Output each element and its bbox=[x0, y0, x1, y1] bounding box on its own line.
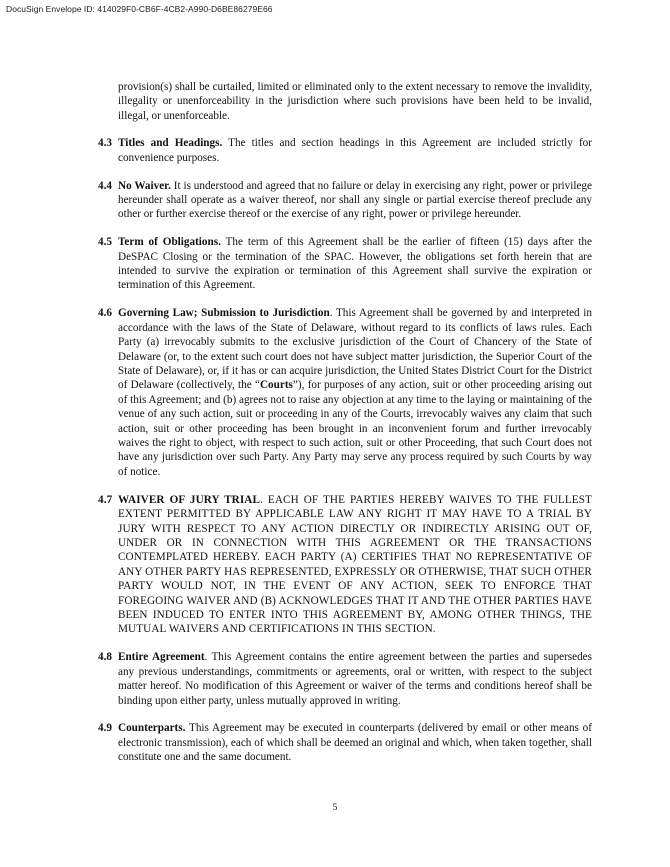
page-number: 5 bbox=[332, 803, 338, 813]
defined-term-courts: Courts bbox=[259, 379, 293, 392]
section-number: 4.3 bbox=[98, 137, 112, 150]
section-number: 4.4 bbox=[98, 179, 112, 192]
section-title: No Waiver. bbox=[118, 179, 171, 192]
section-number: 4.8 bbox=[98, 651, 112, 664]
section-title: Counterparts. bbox=[118, 722, 186, 735]
section-number: 4.9 bbox=[98, 722, 112, 735]
section-title: Governing Law; Submission to Jurisdiction bbox=[118, 307, 330, 320]
section-body: The titles and section headings in this Agreement are included strictly for convenience purposes. bbox=[118, 137, 593, 164]
section-title: Entire Agreement bbox=[118, 651, 205, 664]
section-body: . EACH OF THE PARTIES HEREBY WAIVES TO THE FULLEST EXTENT PERMITTED BY APPLICABLE LAW ANY RIGHT IT MAY HAVE TO A TRIAL BY JURY WITH RESPECT TO ANY ACTION DIRECTLY OR INDIRECTLY ARISING OUT OF, UNDER OR IN CONNECTION WITH THIS AGREEMENT OR THE TRANSACTIONS CONTEMPLATED HEREBY. EACH PARTY (A) CERTIFIES THAT NO REPRESENTATIVE OF ANY OTHER PARTY HAS REPRESENTED, EXPRESSLY OR OTHERWISE, THAT SUCH OTHER PARTY WOULD NOT, IN THE EVENT OF ANY ACTION, SEEK TO ENFORCE THAT FOREGOING WAIVER AND (B) ACKNOWLEDGES THAT IT AND THE OTHER PARTIES HAVE BEEN INDUCED TO ENTER INTO THIS AGREEMENT BY, AMONG OTHER THINGS, THE MUTUAL WAIVERS AND CERTIFICATIONS IN THIS SECTION. bbox=[118, 493, 592, 636]
section-title: Term of Obligations. bbox=[118, 236, 221, 249]
section-body-continued: ”), for purposes of any action, suit or other proceeding arising out of this Agreement; and (b) agrees not to raise any objection at any time to the laying or maintaining of the venue of any such action, suit or proceeding in any of the Courts, irrevocably waives any claim that such action, suit or other proceeding has been brought in an inconvenient forum and further irrevocably waives the right to object, with respect to such action, suit or other Proceeding, that such Court does not have any jurisdiction over such Party. Any Party may serve any process required by such Courts by way of notice. bbox=[118, 379, 592, 478]
section-4-4 bbox=[98, 179, 592, 222]
section-4-7 bbox=[98, 493, 592, 637]
section-number: 4.5 bbox=[98, 236, 112, 249]
section-title: WAIVER OF JURY TRIAL bbox=[118, 493, 261, 506]
section-4-8 bbox=[98, 650, 592, 708]
section-body: This Agreement may be executed in counterparts (delivered by email or other means of electronic transmission), each of which shall be deemed an original and which, when taken together, shall constitute one and the same document. bbox=[118, 722, 592, 764]
section-4-5 bbox=[98, 235, 592, 293]
section-body: . This Agreement contains the entire agreement between the parties and supersedes any previous understandings, commitments or agreements, oral or written, with respect to the subject matter hereof. No modification of this Agreement or waiver of the terms and conditions hereof shall be binding upon either party, unless mutually approved in writing. bbox=[118, 651, 592, 707]
envelope-id-header: DocuSign Envelope ID: 414029F0-CB6F-4CB2-A990-D6BE86279E66 bbox=[6, 4, 273, 14]
section-number: 4.7 bbox=[98, 493, 113, 506]
section-number: 4.6 bbox=[98, 307, 112, 320]
section-body: . This Agreement shall be governed by and interpreted in accordance with the laws of the State of Delaware, without regard to its conflicts of laws rules. Each Party (a) irrevocably submits to the exclusive jurisdiction of the Court of Chancery of the State of Delaware (or, to the extent such court does not have subject matter jurisdiction, the Superior Court of the State of Delaware), or, if it has or can acquire jurisdiction, the United States District Court for the District of Delaware (collectively, the “ bbox=[118, 307, 592, 392]
lead-paragraph: provision(s) shall be curtailed, limited or eliminated only to the extent necessary to remove the invalidity, illegality or unenforceability in the jurisdiction where such provisions have been held to be invalid, illegal, or unenforceable. bbox=[118, 81, 592, 122]
section-4-6 bbox=[98, 306, 592, 479]
section-body: The term of this Agreement shall be the earlier of fifteen (15) days after the DeSPAC Closing or the termination of the SPAC. However, the obligations set forth herein that are intended to survive the expiration or termination of this Agreement shall survive the expiration or termination of this Agreement. bbox=[118, 236, 592, 292]
section-4-9 bbox=[98, 721, 592, 764]
section-title: Titles and Headings. bbox=[118, 137, 223, 150]
section-body: It is understood and agreed that no failure or delay in exercising any right, power or privilege hereunder shall operate as a waiver thereof, nor shall any single or partial exercise thereof preclude any other or further exercise thereof or the exercise of any right, power or privilege hereunder. bbox=[118, 179, 592, 221]
section-4-3 bbox=[98, 136, 592, 165]
document-body bbox=[98, 80, 592, 765]
